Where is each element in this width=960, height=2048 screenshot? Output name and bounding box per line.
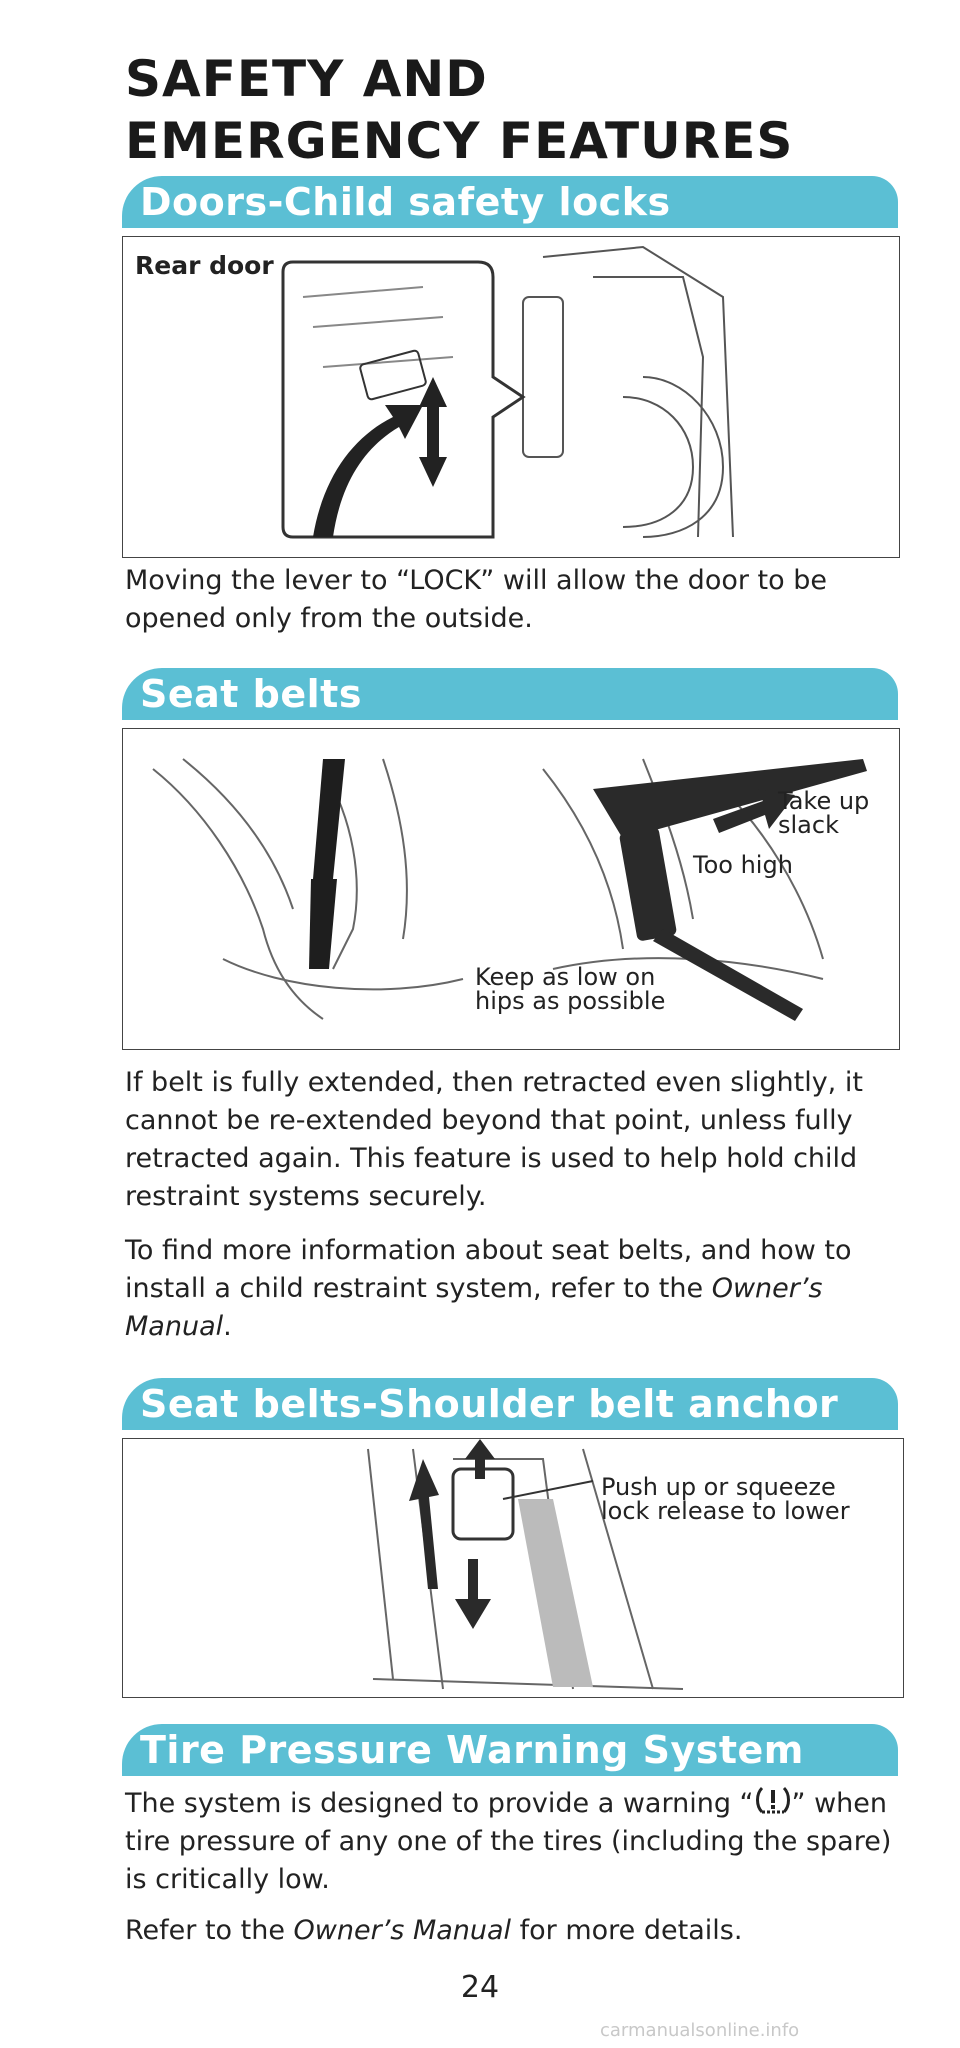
section-heading-child-locks	[122, 176, 898, 228]
too-high-callout: Too high	[693, 851, 793, 879]
seat-belt-description: If belt is fully extended, then retracted even slightly, it cannot be re-extended beyond that point, unless fully retracted again. This feature is used to help hold child restraint systems securely.	[125, 1067, 863, 1212]
section-heading-seat-belts-text: Seat belts	[140, 672, 362, 716]
push-up-squeeze-callout: Push up or squeeze lock release to lower	[601, 1473, 850, 1525]
tpws-more-info: Refer to the Owner’s Manual for more details.	[125, 1915, 743, 1946]
child-lock-description: Moving the lever to “LOCK” will allow the door to be opened only from the outside.	[125, 565, 827, 634]
keep-low-callout: Keep as low on hips as possible	[475, 963, 666, 1015]
section-heading-seat-belts	[122, 668, 898, 720]
take-up-slack-callout: Take up slack	[778, 787, 870, 839]
tire-pressure-warning-icon	[754, 1784, 792, 1818]
section-heading-shoulder-anchor	[122, 1378, 898, 1430]
page-title	[125, 48, 793, 172]
section-heading-tpws	[122, 1724, 898, 1776]
tpws-description: The system is designed to provide a warning “ ” when tire pressure of any one of the tires (including the spare) is critically low.	[125, 1784, 900, 1899]
page-number: 24	[460, 1970, 500, 2005]
section-heading-tpws-text: Tire Pressure Warning System	[140, 1728, 804, 1772]
child-lock-drawing	[123, 237, 899, 557]
owners-manual-reference-tpws: Owner’s Manual	[293, 1915, 512, 1946]
shoulder-anchor-illustration	[122, 1438, 904, 1698]
section-heading-shoulder-anchor-text: Seat belts-Shoulder belt anchor	[140, 1382, 839, 1426]
watermark: carmanualsonline.info	[600, 2020, 800, 2041]
child-lock-illustration	[122, 236, 900, 558]
page-title-line1: SAFETY AND	[125, 50, 488, 108]
seat-belt-more-info: To find more information about seat belts, and how to install a child restraint system, refer to the Owner’s Manual.	[125, 1235, 852, 1342]
page-title-line2: EMERGENCY FEATURES	[125, 112, 794, 170]
owners-manual-reference: Owner’s Manual	[125, 1273, 823, 1342]
seat-belt-illustration	[122, 728, 900, 1050]
rear-door-label: Rear door	[135, 251, 274, 280]
section-heading-child-locks-text: Doors-Child safety locks	[140, 180, 671, 224]
